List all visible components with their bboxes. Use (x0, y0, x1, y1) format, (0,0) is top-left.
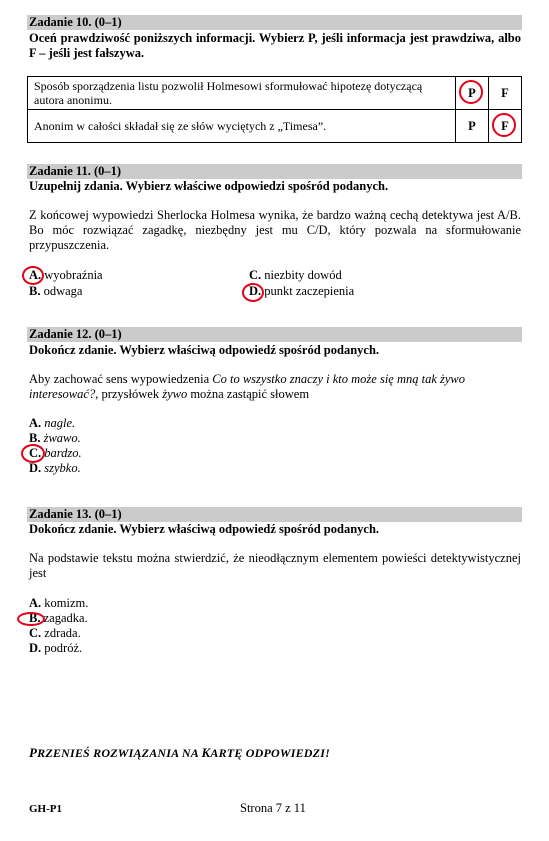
option-p-1-label: P (468, 86, 476, 100)
option-b[interactable] (29, 284, 82, 299)
option-text: nagle. (44, 416, 76, 430)
quote: Co to wszystko znaczy i kto może się mną tak żywo interesować? (29, 372, 466, 401)
note-part: K (201, 745, 211, 760)
note-part: RZENIEŚ (37, 746, 90, 760)
option-letter: B. (29, 284, 41, 298)
task10-header: Zadanie 10. (0–1) (29, 15, 122, 29)
note-part: ODPOWIEDZI! (245, 746, 330, 760)
option-f-2[interactable] (489, 110, 522, 143)
option-letter: D. (29, 641, 42, 655)
table-row (28, 110, 522, 143)
option-letter: C. (29, 626, 42, 640)
option-letter: A. (29, 596, 42, 610)
option-a[interactable] (29, 596, 88, 611)
note-part: P (29, 745, 38, 760)
transfer-answers-note (29, 745, 330, 761)
selection-circle-mark (492, 113, 516, 137)
option-letter: D. (249, 284, 262, 298)
task13-header: Zadanie 13. (0–1) (29, 507, 122, 521)
option-text: punkt zaczepienia (264, 284, 355, 298)
task12-header: Zadanie 12. (0–1) (29, 327, 122, 341)
selection-circle-mark (17, 612, 45, 626)
option-p-2[interactable] (456, 110, 489, 143)
option-text: niezbity dowód (264, 268, 342, 282)
task13-text: Na podstawie tekstu można stwierdzić, że nieodłącznym elementem powieści detektywistycznej jest (29, 551, 521, 580)
option-f-1[interactable] (489, 77, 522, 110)
selection-circle-mark (22, 266, 44, 285)
task10-instruction: Oceń prawdziwość poniższych informacji. Wybierz P, jeśli informacja jest prawdziwa, albo F – jeśli jest fałszywa. (29, 31, 521, 60)
option-a[interactable] (29, 416, 75, 431)
task11-instruction: Uzupełnij zdania. Wybierz właściwe odpowiedzi spośród podanych. (29, 179, 389, 193)
task12-text (29, 372, 521, 402)
option-text: podróż. (44, 641, 83, 655)
option-text: odwaga (43, 284, 83, 298)
option-letter: B. (29, 611, 41, 625)
option-text: szybko. (44, 461, 81, 475)
selection-circle-mark (459, 80, 483, 104)
text-part: Aby zachować sens wypowiedzenia (29, 372, 210, 386)
text-part: można zastąpić słowem (190, 387, 310, 401)
note-part: ARTĘ (210, 746, 243, 760)
exam-code: GH-P1 (29, 803, 62, 815)
option-d[interactable] (249, 284, 354, 299)
option-d[interactable] (29, 461, 81, 476)
option-text: komizm. (44, 596, 89, 610)
task11-header: Zadanie 11. (0–1) (29, 164, 122, 178)
selection-circle-mark (242, 283, 264, 302)
option-letter: D. (29, 461, 42, 475)
option-text: bardzo. (44, 446, 82, 460)
option-p-1[interactable] (456, 77, 489, 110)
option-p-2-label: P (468, 119, 476, 133)
option-text: żwawo. (43, 431, 81, 445)
text-part: , przysłówek (95, 387, 160, 401)
task13-instruction: Dokończ zdanie. Wybierz właściwą odpowiedź spośród podanych. (29, 522, 380, 536)
table-row (28, 77, 522, 110)
option-c[interactable] (29, 626, 81, 641)
page-number: Strona 7 z 11 (240, 801, 306, 815)
statement-1: Sposób sporządzenia listu pozwolił Holmesowi sformułować hipotezę dotyczącą autora anonimu. (28, 77, 456, 110)
task11-text: Z końcowej wypowiedzi Sherlocka Holmesa wynika, że bardzo ważną cechą detektywa jest A/B. Bo móc rozwiązać zagadkę, niezbędny jest mu C/D, który pozwala na sformułowanie przypuszczenia. (29, 208, 521, 252)
option-letter: A. (29, 268, 42, 282)
option-c[interactable] (249, 268, 342, 283)
task12-instruction: Dokończ zdanie. Wybierz właściwą odpowiedź spośród podanych. (29, 343, 380, 357)
option-letter: C. (249, 268, 262, 282)
option-letter: B. (29, 431, 41, 445)
option-d[interactable] (29, 641, 82, 656)
option-f-2-label: F (501, 119, 509, 133)
quoted-word: żywo (162, 387, 188, 401)
option-letter: C. (29, 446, 42, 460)
option-f-1-label: F (501, 86, 509, 100)
statement-2: Anonim w całości składał się ze słów wyciętych z „Timesa”. (28, 110, 456, 143)
note-part: ROZWIĄZANIA NA (93, 746, 199, 760)
option-text: zdrada. (44, 626, 81, 640)
option-text: zagadka. (43, 611, 88, 625)
option-text: wyobraźnia (44, 268, 103, 282)
true-false-table (27, 76, 522, 143)
option-letter: A. (29, 416, 42, 430)
